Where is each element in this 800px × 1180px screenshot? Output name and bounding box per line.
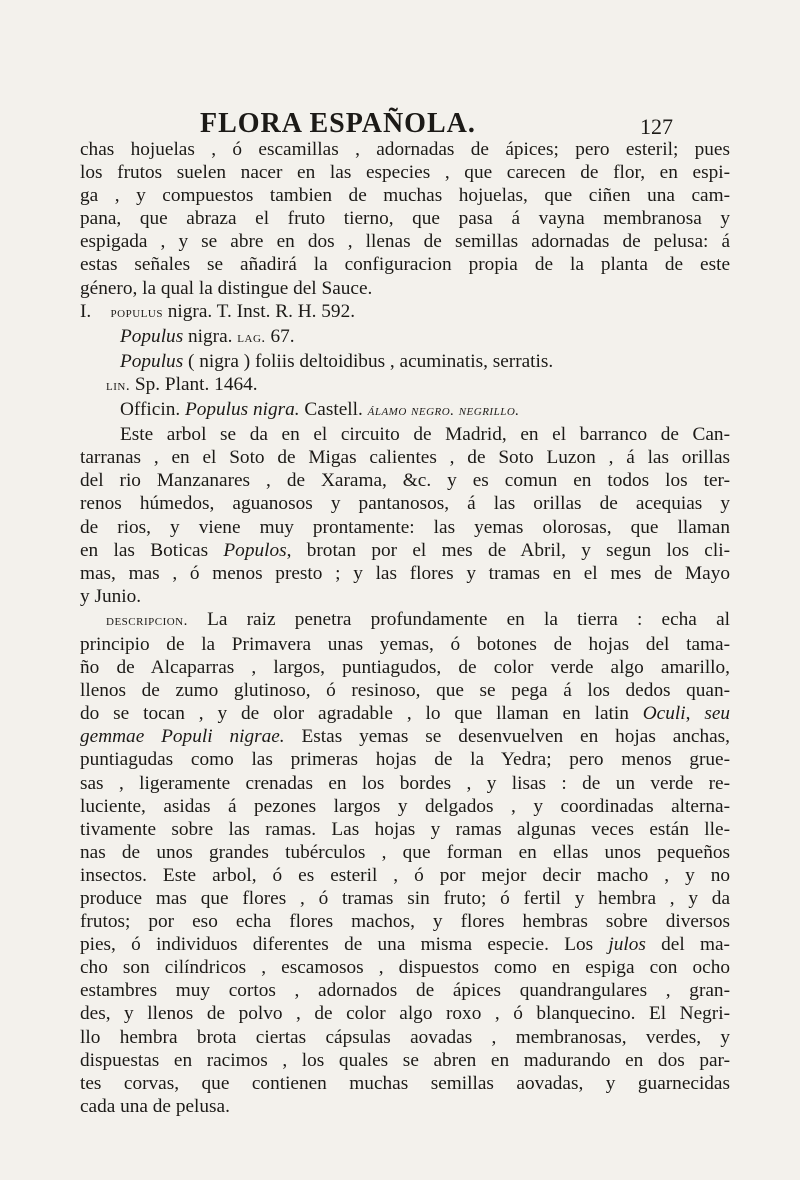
text-line: puntiagudas como las primeras hojas de la Yedra; pero menos grue- [80,749,730,771]
synonym-text: ( nigra ) foliis deltoidibus , acuminatis, serratis. [183,350,554,372]
text-fragment: Estas yemas se desenvuelven en hojas anchas, [284,726,730,748]
text-fragment: La raiz penetra profundamente en la tierra : echa al [187,608,730,630]
text-line: dispuestas en racimos , los quales se abren en madurando en dos par- [80,1049,730,1071]
text-fragment: en las Boticas [80,539,224,561]
synonym-text: Officin. [120,399,185,421]
text-line: Este arbol se da en el circuito de Madrid, en el barranco de Can- [120,424,730,446]
synonym-line [80,373,730,398]
text-fragment: , [685,703,705,725]
text-line: ga , y compuestos tambien de muchas hojuelas, que ciñen una cam- [80,185,730,207]
text-line: cada una de pelusa. [80,1095,230,1117]
small-caps-text: populus [110,304,163,321]
section-label: descripcion. [106,612,188,629]
text-line: cho son cilíndricos , escamosos , dispuestos como en espiga con ocho [80,957,730,979]
text-line: pana, que abraza el fruto tierno, que pasa á vayna membranosa y [80,208,730,230]
text-line: ño de Alcaparras , largos, puntiagudos, de color verde algo amarillo, [80,657,730,679]
synonym-line [80,325,730,350]
synonym-number: I. [80,300,92,322]
text-line: del rio Manzanares , de Xarama, &c. y es comun en todos los ter- [80,470,730,492]
text-line: llo hembra brota ciertas cápsulas aovadas , membranosas, verdes, y [80,1026,730,1048]
synonym-text: nigra. T. Inst. R. H. 592. [162,300,356,322]
text-line: renos húmedos, aguanosos y pantanosos, á las orillas de acequias y [80,493,730,515]
synonym-line [80,398,730,423]
text-line: mas, mas , ó menos presto ; y las flores y tramas en el mes de Mayo [80,562,730,584]
text-line: llenos de zumo glutinoso, ó resinoso, que se pega á los dedos quan- [80,680,730,702]
text-fragment: pies, ó individuos diferentes de una misma especie. Los [80,934,609,956]
italic-text: Oculi [642,703,686,725]
italic-text: gemmae Populi nigrae. [80,726,285,748]
text-line: tivamente sobre las ramas. Las hojas y ramas algunas veces están lle- [80,818,730,840]
text-line [80,702,730,725]
body-text [80,138,730,1118]
text-line: luciente, asidas á pezones largos y delgados , y coordinadas alterna- [80,795,730,817]
synonym-line [80,350,730,373]
text-line: y Junio. [80,585,142,607]
running-head: FLORA ESPAÑOLA. [200,108,476,139]
text-line: estambres muy cortos , adornados de ápices quandrangulares , gran- [80,980,730,1002]
synonym-text: 67. [265,325,295,347]
text-line [80,933,730,956]
italic-text: Populos [223,539,287,561]
text-line: produce mas que flores , ó tramas sin fruto; ó fertil y hembra , y da [80,888,730,909]
synonym-text: Castell. [299,399,368,421]
text-line: de rios, y viene muy prontamente: las yemas olorosas, que llaman [80,516,730,538]
text-line [80,539,730,562]
text-line: sas , ligeramente crenadas en los bordes , y lisas : de un verde re- [80,772,730,794]
text-line: frutos; por eso echa flores machos, y flores hembras sobre diversos [80,911,730,933]
text-fragment: , brotan por el mes de Abril, y segun los cli- [286,539,730,561]
text-line: nas de unos grandes tubérculos , que forman en ellas unos pequeños [80,841,730,863]
synonym-text: Sp. Plant. 1464. [130,373,258,395]
italic-text: Populus [120,350,184,372]
small-caps-text: lin. [106,377,131,394]
italic-text: julos [608,934,646,956]
italic-text: Populus nigra. [184,399,300,421]
text-line: los frutos suelen nacer en las especies , que carecen de flor, en espi- [80,162,730,184]
text-fragment: del ma- [645,934,730,956]
text-line [80,725,730,748]
text-line: insectos. Este arbol, ó es esteril , ó por mejor decir macho , y no [80,864,730,886]
italic-text: Populus [120,325,184,347]
text-line: estas señales se añadirá la configuracion propia de la planta de este [80,254,730,276]
text-line: tes corvas, que contienen muchas semillas aovadas, y guarnecidas [80,1072,730,1094]
text-line: des, y llenos de polvo , de color algo roxo , ó blanquecino. El Negri- [80,1003,730,1025]
text-line: chas hojuelas , ó escamillas , adornadas de ápices; pero esteril; pues [80,139,730,160]
synonym-text: nigra. [183,325,238,347]
text-fragment: do se tocan , y de olor agradable , lo que llaman en latin [80,703,643,725]
text-line: principio de la Primavera unas yemas, ó botones de hojas del tama- [80,633,730,655]
small-caps-text: lag. [237,329,266,346]
text-line: género, la qual la distingue del Sauce. [80,277,373,299]
text-line: espigada , y se abre en dos , llenas de semillas adornadas de pelusa: á [80,231,730,253]
text-line: tarranas , en el Soto de Migas calientes , de Soto Luzon , á las orillas [80,447,730,469]
vernacular-names: álamo negro. negrillo. [367,403,520,420]
text-line [80,608,730,633]
italic-text: seu [704,703,731,725]
page-number: 127 [640,114,673,139]
synonym-line [80,300,730,325]
